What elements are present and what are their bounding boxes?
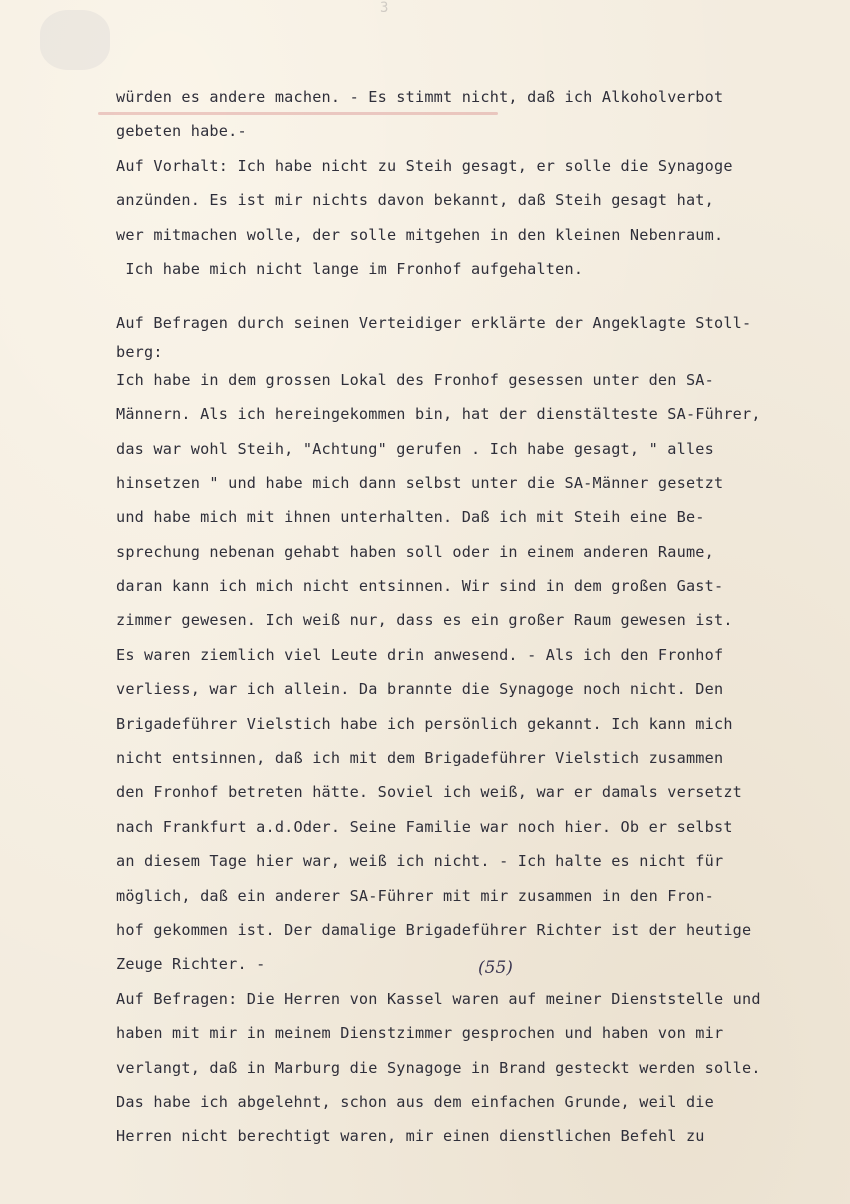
text-line: nach Frankfurt a.d.Oder. Seine Familie war noch hier. Ob er selbst bbox=[116, 817, 733, 836]
ink-stain bbox=[40, 10, 110, 70]
text-line: verlangt, daß in Marburg die Synagoge in Brand gesteckt werden solle. bbox=[116, 1058, 761, 1077]
text-line: nicht entsinnen, daß ich mit dem Brigadeführer Vielstich zusammen bbox=[116, 749, 724, 768]
text-line: sprechung nebenan gehabt haben soll oder in einem anderen Raume, bbox=[116, 542, 714, 561]
text-line: hinsetzen " und habe mich dann selbst unter die SA-Männer gesetzt bbox=[116, 473, 724, 492]
typewritten-text-body bbox=[116, 80, 846, 1154]
text-line: den Fronhof betreten hätte. Soviel ich weiß, war er damals versetzt bbox=[116, 783, 743, 802]
paragraph-gap bbox=[116, 286, 846, 306]
text-line: gebeten habe.- bbox=[116, 122, 247, 141]
text-line: berg: bbox=[116, 342, 163, 361]
text-line: Auf Vorhalt: Ich habe nicht zu Steih gesagt, er solle die Synagoge bbox=[116, 156, 733, 175]
text-line: haben mit mir in meinem Dienstzimmer gesprochen und haben von mir bbox=[116, 1024, 724, 1043]
text-line: hof gekommen ist. Der damalige Brigadeführer Richter ist der heutige bbox=[116, 920, 752, 939]
text-line: würden es andere machen. - Es stimmt nicht, daß ich Alkoholverbot bbox=[116, 88, 724, 106]
text-line: Männern. Als ich hereingekommen bin, hat der dienstälteste SA-Führer, bbox=[116, 405, 761, 424]
text-line: Brigadeführer Vielstich habe ich persönlich gekannt. Ich kann mich bbox=[116, 714, 733, 733]
text-line: Ich habe in dem grossen Lokal des Fronhof gesessen unter den SA- bbox=[116, 370, 714, 389]
text-line: Zeuge Richter. - bbox=[116, 955, 266, 974]
text-line: Auf Befragen durch seinen Verteidiger erklärte der Angeklagte Stoll- bbox=[116, 314, 752, 333]
text-line: das war wohl Steih, "Achtung" gerufen . Ich habe gesagt, " alles bbox=[116, 439, 714, 458]
text-line: Es waren ziemlich viel Leute drin anwesend. - Als ich den Fronhof bbox=[116, 645, 724, 664]
text-line: verliess, war ich allein. Da brannte die Synagoge noch nicht. Den bbox=[116, 680, 724, 699]
text-line: anzünden. Es ist mir nichts davon bekannt, daß Steih gesagt hat, bbox=[116, 191, 714, 210]
text-line: und habe mich mit ihnen unterhalten. Daß ich mit Steih eine Be- bbox=[116, 508, 705, 527]
text-line: Herren nicht berechtigt waren, mir einen dienstlichen Befehl zu bbox=[116, 1127, 705, 1146]
text-line: Auf Befragen: Die Herren von Kassel waren auf meiner Dienststelle und bbox=[116, 989, 761, 1008]
text-line: daran kann ich mich nicht entsinnen. Wir sind in dem großen Gast- bbox=[116, 577, 724, 596]
text-line: wer mitmachen wolle, der solle mitgehen in den kleinen Nebenraum. bbox=[116, 225, 724, 244]
page-marker: 3 bbox=[380, 0, 389, 16]
handwritten-annotation: (55) bbox=[478, 958, 513, 978]
text-line: Ich habe mich nicht lange im Fronhof aufgehalten. bbox=[116, 259, 584, 278]
text-line: zimmer gewesen. Ich weiß nur, dass es ein großer Raum gewesen ist. bbox=[116, 611, 733, 630]
text-line: an diesem Tage hier war, weiß ich nicht. - Ich halte es nicht für bbox=[116, 852, 724, 871]
text-line: möglich, daß ein anderer SA-Führer mit mir zusammen in den Fron- bbox=[116, 886, 714, 905]
text-line: Das habe ich abgelehnt, schon aus dem einfachen Grunde, weil die bbox=[116, 1092, 714, 1111]
